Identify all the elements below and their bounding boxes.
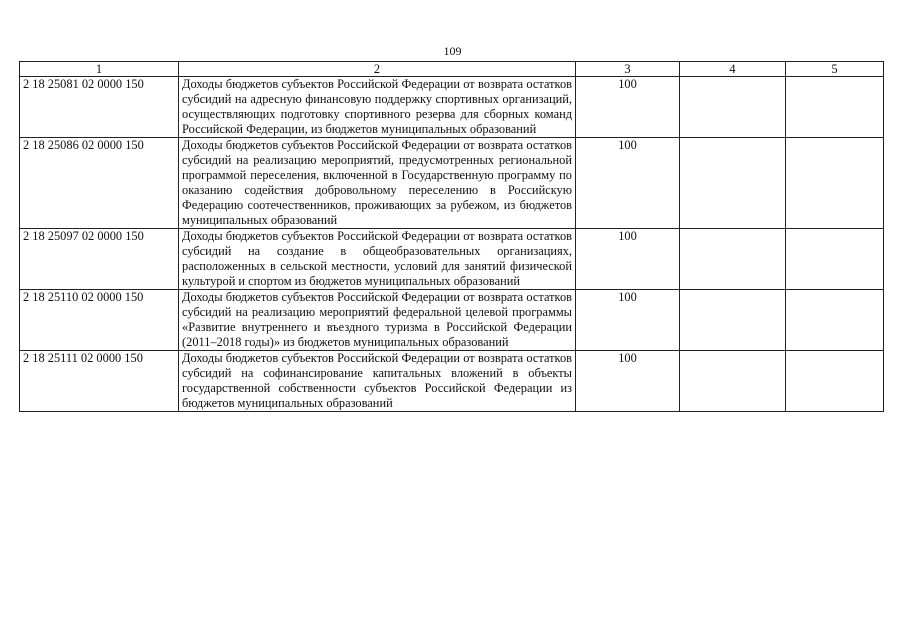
column-header-5: 5 (786, 62, 884, 77)
column-5-value-cell (786, 229, 884, 290)
column-4-value-cell (680, 290, 786, 351)
column-header-4: 4 (680, 62, 786, 77)
column-4-value-cell (680, 229, 786, 290)
column-4-value-cell (680, 77, 786, 138)
page-number: 109 (443, 44, 462, 58)
table-row (20, 77, 884, 138)
table-header-row (20, 62, 884, 77)
description-cell: Доходы бюджетов субъектов Российской Федерации от возврата остатков субсидий на реализацию мероприятий, предусмотренных региональной программой переселения, включенной в Государственную программу по оказанию содействия добровольному переселению в Российскую Федерацию соотечественников, проживающих за рубежом, из бюджетов муниципальных образований (179, 138, 576, 229)
description-cell: Доходы бюджетов субъектов Российской Федерации от возврата остатков субсидий на реализацию мероприятий федеральной целевой программы «Развитие внутреннего и въездного туризма в Российской Федерации (2011–2018 годы)» из бюджетов муниципальных образований (179, 290, 576, 351)
table-row (20, 290, 884, 351)
budget-code-cell: 2 18 25097 02 0000 150 (20, 229, 179, 290)
column-3-value-cell: 100 (576, 138, 680, 229)
column-3-value-cell: 100 (576, 77, 680, 138)
description-cell: Доходы бюджетов субъектов Российской Федерации от возврата остатков субсидий на софинансирование капитальных вложений в объекты государственной собственности субъектов Российской Федерации из бюджетов муниципальных образований (179, 351, 576, 412)
column-4-value-cell (680, 351, 786, 412)
column-3-value-cell: 100 (576, 229, 680, 290)
column-5-value-cell (786, 351, 884, 412)
column-header-3: 3 (576, 62, 680, 77)
column-header-1: 1 (20, 62, 179, 77)
budget-code-cell: 2 18 25081 02 0000 150 (20, 77, 179, 138)
budget-code-cell: 2 18 25110 02 0000 150 (20, 290, 179, 351)
column-3-value-cell: 100 (576, 351, 680, 412)
column-4-value-cell (680, 138, 786, 229)
budget-code-cell: 2 18 25086 02 0000 150 (20, 138, 179, 229)
budget-code-cell: 2 18 25111 02 0000 150 (20, 351, 179, 412)
column-header-2: 2 (179, 62, 576, 77)
description-cell: Доходы бюджетов субъектов Российской Федерации от возврата остатков субсидий на адресную финансовую поддержку спортивных организаций, осуществляющих подготовку спортивного резерва для сборных команд Российской Федерации, из бюджетов муниципальных образований (179, 77, 576, 138)
budget-revenue-table (19, 61, 884, 412)
table-row (20, 229, 884, 290)
column-5-value-cell (786, 290, 884, 351)
column-3-value-cell: 100 (576, 290, 680, 351)
table-row (20, 138, 884, 229)
table-row (20, 351, 884, 412)
description-cell: Доходы бюджетов субъектов Российской Федерации от возврата остатков субсидий на создание в общеобразовательных организациях, расположенных в сельской местности, условий для занятий физической культурой и спортом из бюджетов муниципальных образований (179, 229, 576, 290)
column-5-value-cell (786, 138, 884, 229)
column-5-value-cell (786, 77, 884, 138)
